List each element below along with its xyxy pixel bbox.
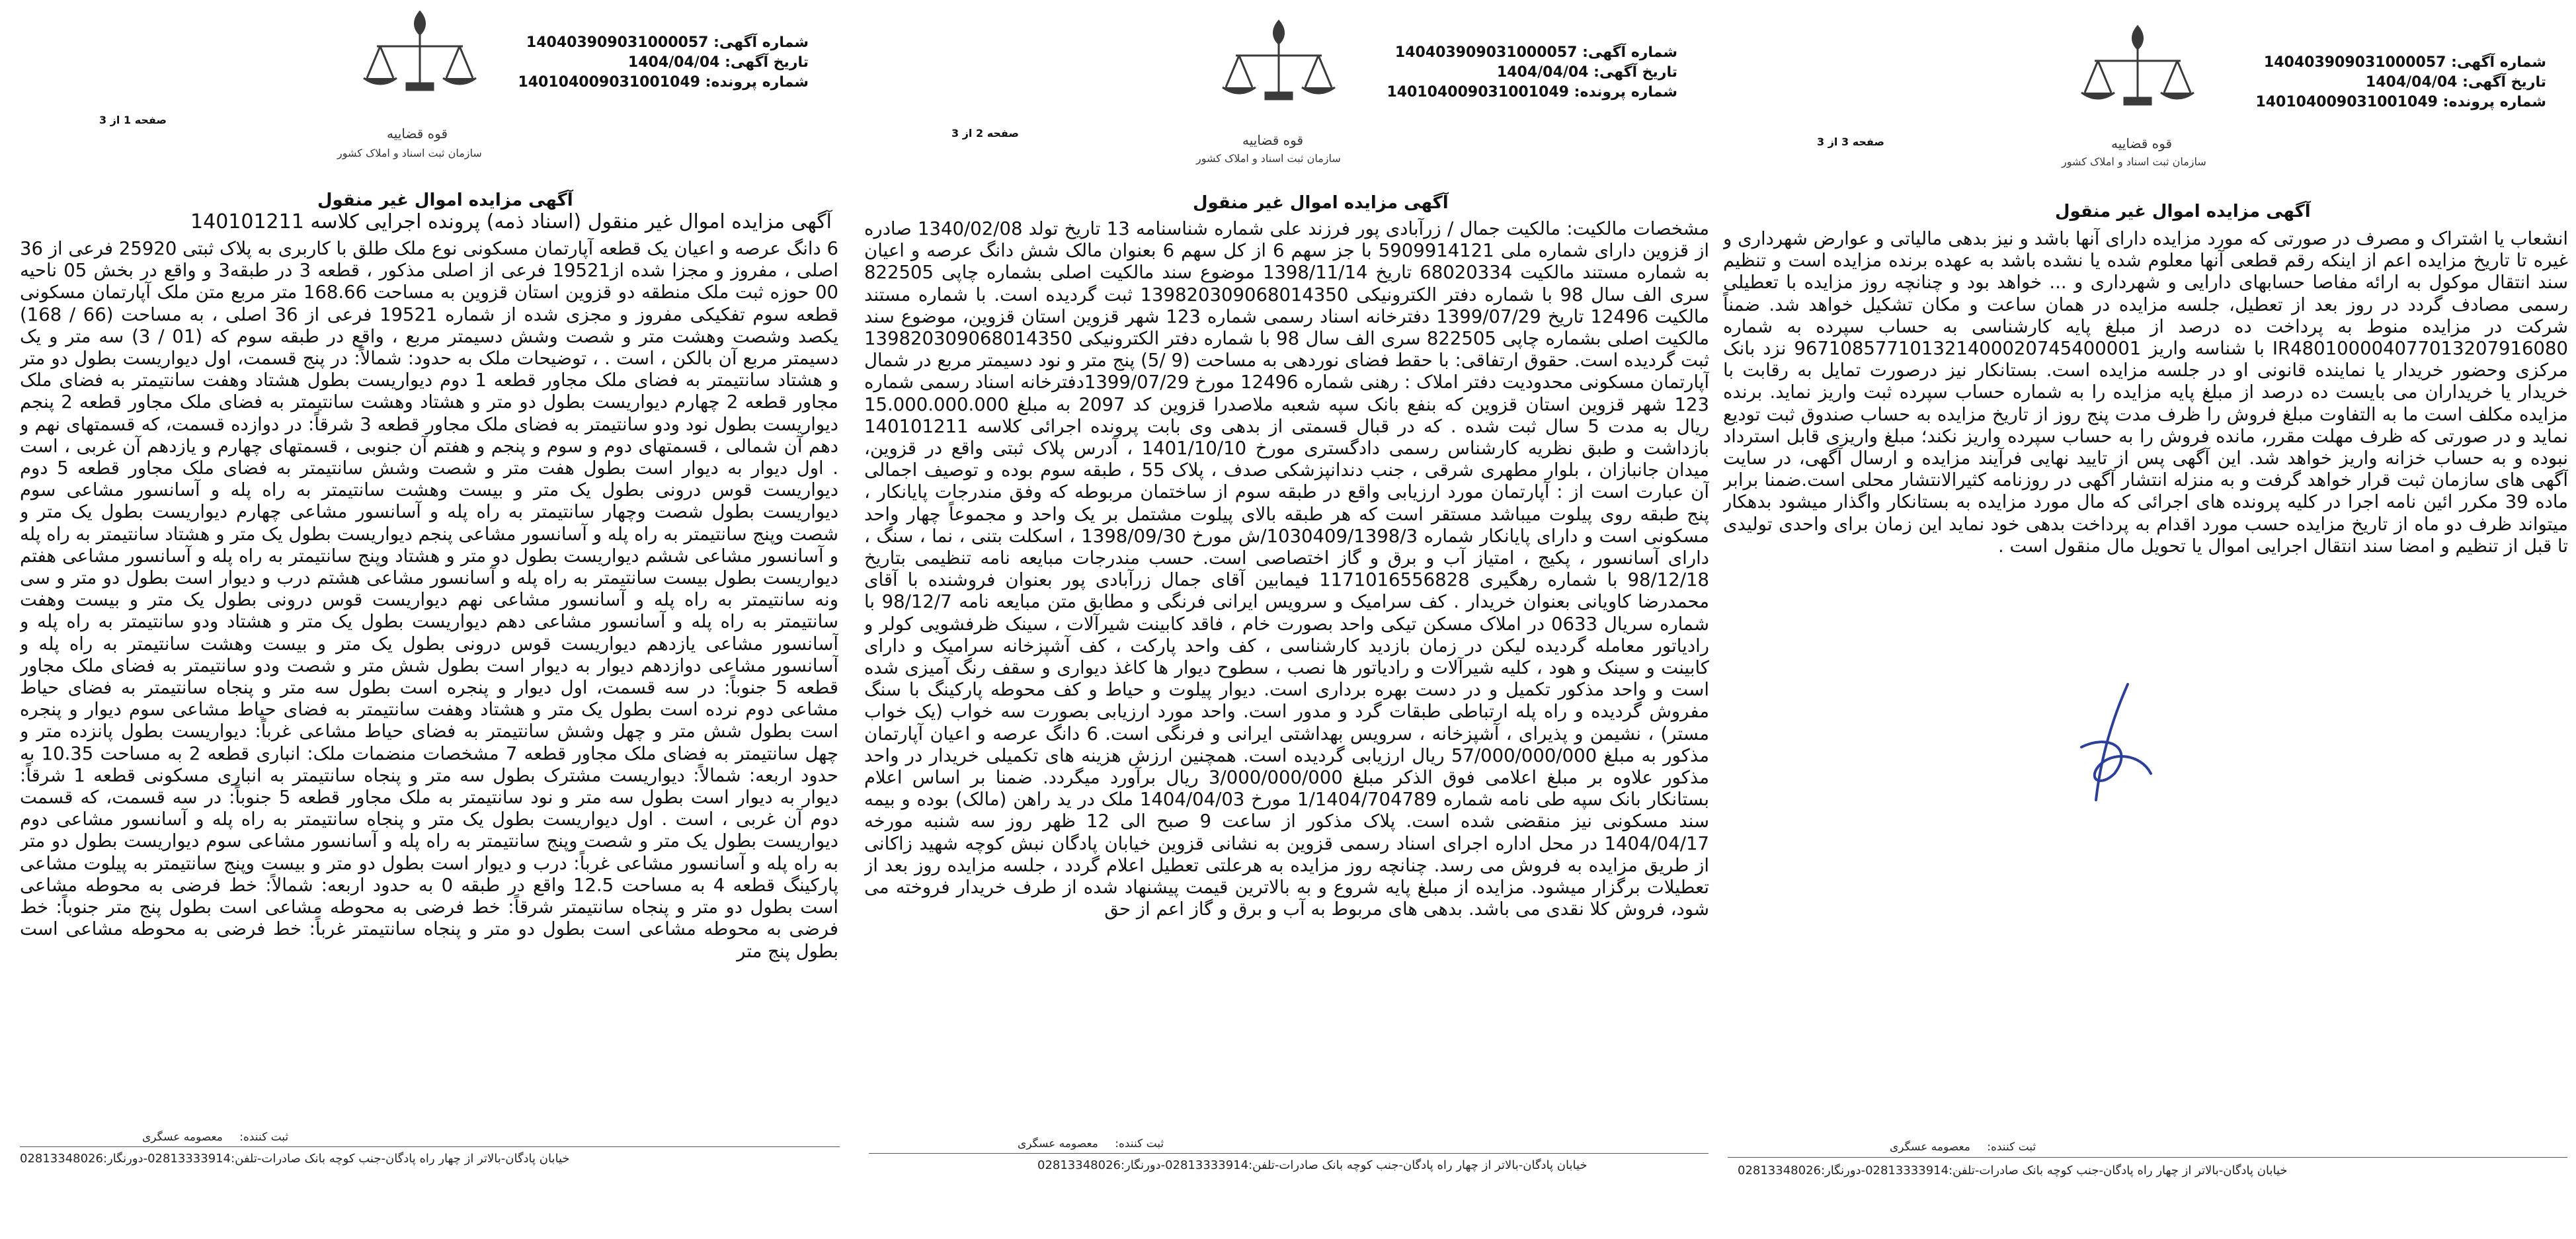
footer-address: خیابان پادگان-بالاتر از چهار راه پادگان-جنب کوچه بانک صادرات-تلفن:02813333914-دورنگار:02813348026 xyxy=(1037,1158,1588,1172)
notice-date: 1404/04/04 xyxy=(627,54,720,71)
page-number: صفحه 2 از 3 xyxy=(951,127,1019,140)
registrar-name: معصومه عسگری xyxy=(1890,1140,1970,1154)
notice-meta xyxy=(1387,43,1677,102)
registrar-name: معصومه عسگری xyxy=(142,1131,223,1144)
judiciary-emblem-icon xyxy=(344,5,496,124)
notice-body: 6 دانگ عرصه و اعیان یک قطعه آپارتمان مسکونی نوع ملک طلق با کاربری به پلاک ثبتی 25920 فرعی از 36 اصلی ، مفروز و مجزا شده از19521 فرعی از اصلی مذکور ، قطعه 3 در طبقه3 و واقع در بخش 05 ناحیه 00 حوزه ثبت ملک منطقه دو قزوین استان قزوین به مساحت 168.66 متر مربع متن ملک آپارتمان مسکونی قطعه سوم تفکیکی مفروز و مجزی شده از شماره 19521 فرعی از 36 اصلی ، به مساحت (66 / 168) یکصد وشصت وهشت متر و شصت وشش دسیمتر مربع ، واقع در طبقه سوم که (01 / 3) سه متر و یک دسیمتر مربع آن بالکن ، است . ، توضیحات ملک به حدود: شمالاً: در پنج قسمت، اول دیواریست بطول دو متر و هشتاد سانتیمتر به فضای ملک مجاور قطعه 1 دوم دیواریست بطول هشتاد وهفت سانتیمتر به فضای ملک مجاور قطعه 2 چهارم دیواریست بطول دو متر و هشتاد وهشت سانتیمتر به فضای ملک مجاور قطعه 2 پنجم دیواریست بطول نود ودو سانتیمتر به فضای ملک مجاور قطعه 3 شرقاً: در دوازده قسمت، که قسمتهای نهم و دهم آن شمالی ، قسمتهای دوم و سوم و پنجم و هفتم آن جنوبی ، قسمتهای چهارم و یازدهم آن غربی ، است . اول دیوار به دیوار است بطول هفت متر و شصت وشش سانتیمتر به فضای ملک مجاور قطعه 5 دوم دیواریست قوس درونی بطول یک متر و بیست وهشت سانتیمتر به راه پله و آسانسور مشاعی سوم دیواریست بطول شصت وچهار سانتیمتر به راه پله و آسانسور مشاعی چهارم دیواریست بطول یک متر و شصت وپنج سانتیمتر به راه پله و آسانسور مشاعی پنجم دیواریست بطول یک متر و هشتاد سانتیمتر به راه پله و آسانسور مشاعی ششم دیواریست بطول دو متر و هشتاد وپنج سانتیمتر به راه پله و آسانسور مشاعی هفتم دیواریست بطول بیست سانتیمتر به راه پله و آسانسور مشاعی هشتم درب و دیوار است بطول دو متر و سی ونه سانتیمتر به راه پله و آسانسور مشاعی نهم دیواریست قوس درونی بطول یک متر و بیست وهفت سانتیمتر به راه پله و آسانسور مشاعی دهم دیواریست بطول یک متر و هشتاد ودو سانتیمتر به راه پله و آسانسور مشاعی یازدهم دیواریست قوس درونی بطول یک متر و بیست وهشت سانتیمتر به راه پله و آسانسور مشاعی دوازدهم دیوار به دیوار است بطول شش متر و شصت ودو سانتیمتر به فضای ملک مجاور قطعه 5 جنوباً: در سه قسمت، اول دیوار و پنجره است بطول سه متر و پنجاه سانتیمتر به فضای حیاط مشاعی دوم نرده است بطول یک متر و هشتاد وهفت سانتیمتر به فضای حیاط مشاعی سوم دیوار و پنجره است بطول شش متر و چهل وشش سانتیمتر به فضای حیاط مشاعی غرباً: دیواریست بطول پانزده متر و چهل سانتیمتر به فضای ملک مجاور قطعه 7 مشخصات منضمات ملک: انباری قطعه 2 به مساحت 10.35 به حدود اربعه: شمالاً: دیواریست مشترک بطول سه متر و پنجاه سانتیمتر به انباری مسکونی قطعه 1 شرقاً: دیوار به دیوار است بطول سه متر و نود سانتیمتر به ملک مجاور قطعه 5 جنوباً: در سه قسمت، که قسمت دوم آن غربی ، است . اول دیواریست بطول یک متر و پنجاه سانتیمتر به راه پله و آسانسور مشاعی دوم دیواریست بطول یک متر و شصت وپنج سانتیمتر به راه پله و آسانسور مشاعی سوم دیواریست بطول دو متر به راه پله و آسانسور مشاعی غرباً: درب و دیوار است بطول دو متر و بیست وپنج سانتیمتر به پیلوت مشاعی پارکینگ قطعه 4 به مساحت 12.5 واقع در طبقه 0 به حدود اربعه: شمالاً: خط فرضی به محوطه مشاعی است بطول دو متر و پنجاه سانتیمتر شرقاً: خط فرضی به محوطه مشاعی است بطول پنج متر جنوباً: خط فرضی به محوطه مشاعی است بطول دو متر و پنجاه سانتیمتر غرباً: خط فرضی به محوطه مشاعی است بطول پنج متر xyxy=(20,238,838,962)
notice-body: مشخصات مالکیت: مالکیت جمال / زرآبادی پور فرزند علی شماره شناسنامه 13 تاریخ تولد 1340/02/08 صادره از قزوین دارای شماره ملی 5909914121 با جز سهم 6 از کل سهم 6 بعنوان مالک شش دانگ عرصه و اعیان به شماره مستند مالکیت 68020334 تاریخ 1398/11/14 موضوع سند مالکیت اصلی بشماره چاپی 822505 سری الف سال 98 با شماره دفتر الکترونیکی 139820309068014350 ثبت گردیده است. با شماره مستند مالکیت 12496 تاریخ 1399/07/29 دفترخانه اسناد رسمی شماره 123 شهر قزوین استان قزوین، موضوع سند مالکیت اصلی بشماره چاپی 822505 سری الف سال 98 با شماره دفتر الکترونیکی 139820309068014350 ثبت گردیده است. حقوق ارتفاقی: با حقط فضای نوردهی به مساحت (9 /5) پنج متر و نود دسیمتر مربع در شمال آپارتمان مسکونی محدودیت دفتر املاک : رهنی شماره 12496 مورخ 1399/07/29دفترخانه اسناد رسمی شماره 123 شهر قزوین استان قزوین که بنفع بانک سپه شعبه ملاصدرا قزوین کد 2097 به مبلغ 15.000.000.000 ریال به مدت 5 سال ثبت شده . که در قبال قسمتی از بدهی وی بابت پرونده اجرائی کلاسه 140101211 بازداشت و طبق نظریه کارشناس رسمی دادگستری مورخ 1401/10/10 ، آدرس پلاک ثبتی واقع در قزوین، میدان جانبازان ، بلوار مطهری شرقی ، جنب دندانپزشکی صدف ، پلاک 55 ، طبقه سوم بوده و توصیف اجمالی آن عبارت است از : آپارتمان مورد ارزیابی واقع در طبقه سوم از ساختمان مربوطه که وفق مندرجات پایانکار ، پنج طبقه روی پیلوت میباشد مستقر است که هر طبقه بالای پیلوت مشتمل بر یک واحد و مجموعاً چهار واحد مسکونی است و دارای پایانکار شماره 1030409/1398/3/ش مورخ 1398/09/30 ، اسکلت بتنی ، نما ، سنگ ، دارای آسانسور ، پکیج ، امتیاز آب و برق و گاز اختصاصی است. حسب مندرجات مبایعه نامه تنظیمی بتاریخ 98/12/18 با شماره رهگیری 1171016556828 فیمابین آقای جمال زرآبادی پور بعنوان فروشنده با آقای محمدرضا کاویانی بعنوان خریدار . کف سرامیک و سرویس ایرانی فرنگی و مطابق متن مبایعه نامه 98/12/7 با شماره سریال 0633 در املاک مسکن تیکی واحد بصورت خام ، فاقد کابینت شیرآلات ، سینک ظرفشویی کولر و رادیاتور معامله گردیده لیکن در زمان بازدید کارشناسی ، کف واحد پارکت ، کف آشپزخانه سرامیک و دارای کابینت و سینک و هود ، کلیه شیرآلات و رادیاتور ها نصب ، سطوح دیوار ها کاغذ دیواری و سقف رنگ آمیزی شده است و واحد مذکور تکمیل و در دست بهره برداری است. دیوار پیلوت و حیاط و کف محوطه پارکینگ با سنگ مفروش گردیده و راه پله ارتباطی طبقات گرد و مدور است. واحد مورد ارزیابی بصورت سه خواب (یک خواب مستر) ، نشیمن و پذیرای ، آشپزخانه ، سرویس بهداشتی ایرانی و فرنگی است. 6 دانگ عرصه و اعیان آپارتمان مذکور به مبلغ 57/000/000/000 ریال ارزیابی گردیده است. همچنین ارزش هزینه های تکمیلی خریدار در واحد مذکور علاوه بر مبلغ اعلامی فوق الذکر مبلغ 3/000/000/000 ریال برآورد میگردد. ضمنا بر اساس اعلام بستانکار بانک سپه طی نامه شماره 1/1404/704789 مورخ 1404/04/03 ملک در ید راهن (مالک) بوده و بیمه سند مسکونی نیز منقضی شده است. پلاک مذکور از ساعت 9 صبح الی 12 ظهر روز سه شنبه مورخه 1404/04/17 در محل اداره اجرای اسناد رسمی قزوین به نشانی قزوین خیابان پادگان نبش کوچه شهید زاکانی از طریق مزایده به فروش می رسد. چنانچه روز مزایده به هرعلتی تعطیل اعلام گردد ، جلسه مزایده روز بعد از تعطیلات برگزار میشود. مزایده از مبلغ پایه شروع و به بالاترین قیمت پیشنهاد شده از طرف خریدار فروخته می شود، فروش کلا نقدی می باشد. بدهی های مربوط به آب و برق و گاز اعم از حق xyxy=(864,218,1709,920)
judiciary-emblem-icon xyxy=(2062,20,2214,139)
notice-page-3 xyxy=(1718,0,2576,1239)
notice-date: 1404/04/04 xyxy=(1496,64,1589,81)
org-sub: سازمان ثبت اسناد و املاک کشور xyxy=(337,147,482,159)
notice-date-label: تاریخ آگهی: xyxy=(1593,64,1677,81)
file-no-label: شماره پرونده: xyxy=(705,74,809,91)
notice-date-label: تاریخ آگهی: xyxy=(2462,74,2546,91)
notice-title: آگهی مزایده اموال غیر منقول xyxy=(1193,193,1449,213)
notice-title: آگهی مزایده اموال غیر منقول xyxy=(2055,202,2311,221)
file-no-label: شماره پرونده: xyxy=(2442,94,2546,110)
footer-divider xyxy=(1728,1157,2567,1158)
notice-no: 140403909031000057 xyxy=(2263,54,2446,71)
org-name: قوه قضاییه xyxy=(2111,136,2173,151)
footer-divider xyxy=(869,1153,1709,1154)
org-sub: سازمان ثبت اسناد و املاک کشور xyxy=(1196,152,1341,165)
registrar-label: ثبت کننده: xyxy=(1987,1140,2036,1154)
registrar xyxy=(142,1131,288,1144)
registrar xyxy=(1018,1137,1164,1150)
notice-page-2 xyxy=(859,0,1717,1239)
registrar xyxy=(1890,1140,2036,1154)
notice-date: 1404/04/04 xyxy=(2365,74,2458,91)
judiciary-emblem-icon xyxy=(1203,15,1355,134)
file-no: 140104009031001049 xyxy=(518,74,700,91)
org-sub: سازمان ثبت اسناد و املاک کشور xyxy=(2062,155,2206,168)
notice-body: انشعاب یا اشتراک و مصرف در صورتی که مورد مزایده دارای آنها باشد و نیز بدهی مالیاتی و عوارض شهرداری و غیره تا تاریخ مزایده اعم از اینکه رقم قطعی آنها معلوم شده یا نشده باشد به عهده برنده مزایده است و تنظیم سند انتقال موکول به ارائه مفاصا حسابهای دارایی و شهرداری و ... خواهد بود و چنانچه روز مزایده با تعطیلی رسمی مصادف گردد در روز بعد از تعطیل، جلسه مزایده در همان ساعت و مکان تشکیل خواهد شد. ضمناً شرکت در مزایده منوط به پرداخت ده درصد از مبلغ پایه کارشناسی به حساب سپرده به شماره IR480100004077013207916080 با شناسه واریز 967108577101321400020745400001 نزد بانک مرکزی وحضور خریدار یا نماینده قانونی او در جلسه مزایده است. بستانکار نیز درصورت تمایل به رقابت با خریدار یا خریداران می بایست ده درصد از مبلغ پایه مزایده را به شماره حساب سپرده ثبت واریز نماید. برنده مزایده مکلف است ما به التفاوت مبلغ فروش را ظرف مدت پنج روز از تاریخ مزایده به حساب صندوق ثبت تودیع نماید و در صورتی که ظرف مهلت مقرر، مانده فروش را به حساب سپرده واریز نکند؛ مبلغ واریزی قابل استرداد نبوده و به حساب خزانه واریز خواهد شد. این آگهی پس از تایید نهایی فرآیند مزایده و ارسال آگهی، در سایت آگهی های سازمان ثبت قرار خواهد گرفت و به منزله انتشار آگهی در روزنامه کثیرالانتشار محلی است.ضمنا برابر ماده 39 مکرر ائین نامه اجرا در کلیه پرونده های اجرائی که مال مورد مزایده به بستانکار واگذار میشود بدهکار میتواند ظرف دو ماه از تاریخ مزایده حسب مورد اقدام به پرداخت بدهی خود نماید این زمان برای واحدی تولیدی تا قبل از تنظیم و امضا سند انتقال اجرایی اموال یا تحویل مال منقول است . xyxy=(1723,228,2568,557)
signature-icon xyxy=(2035,674,2181,813)
registrar-label: ثبت کننده: xyxy=(239,1131,289,1144)
file-no: 140104009031001049 xyxy=(2255,94,2438,110)
registrar-name: معصومه عسگری xyxy=(1018,1137,1098,1150)
page-number: صفحه 3 از 3 xyxy=(1817,136,1884,148)
notice-meta xyxy=(518,33,809,93)
file-no-label: شماره پرونده: xyxy=(1574,84,1677,100)
notice-subtitle: آگهی مزایده اموال غیر منقول (اسناد ذمه) پرونده اجرایی کلاسه 140101211 xyxy=(190,210,832,233)
notice-title: آگهی مزایده اموال غیر منقول xyxy=(317,190,573,210)
notice-no-label: شماره آگهی: xyxy=(1582,44,1677,61)
org-name: قوه قضاییه xyxy=(1242,132,1304,148)
footer-address: خیابان پادگان-بالاتر از چهار راه پادگان-جنب کوچه بانک صادرات-تلفن:02813333914-دورنگار:02813348026 xyxy=(20,1152,570,1166)
notice-no: 140403909031000057 xyxy=(526,34,709,51)
notice-meta xyxy=(2255,53,2546,112)
registrar-label: ثبت کننده: xyxy=(1115,1137,1164,1150)
org-name: قوه قضاییه xyxy=(387,126,448,141)
notice-page-1 xyxy=(0,0,858,1239)
page-number: صفحه 1 از 3 xyxy=(99,114,167,126)
notice-date-label: تاریخ آگهی: xyxy=(725,54,809,71)
footer-address: خیابان پادگان-بالاتر از چهار راه پادگان-جنب کوچه بانک صادرات-تلفن:02813333914-دورنگار:02813348026 xyxy=(1738,1164,2288,1178)
notice-no-label: شماره آگهی: xyxy=(713,34,809,51)
notice-no-label: شماره آگهی: xyxy=(2451,54,2546,71)
file-no: 140104009031001049 xyxy=(1387,84,1569,100)
footer-divider xyxy=(20,1146,840,1147)
notice-no: 140403909031000057 xyxy=(1394,44,1578,61)
